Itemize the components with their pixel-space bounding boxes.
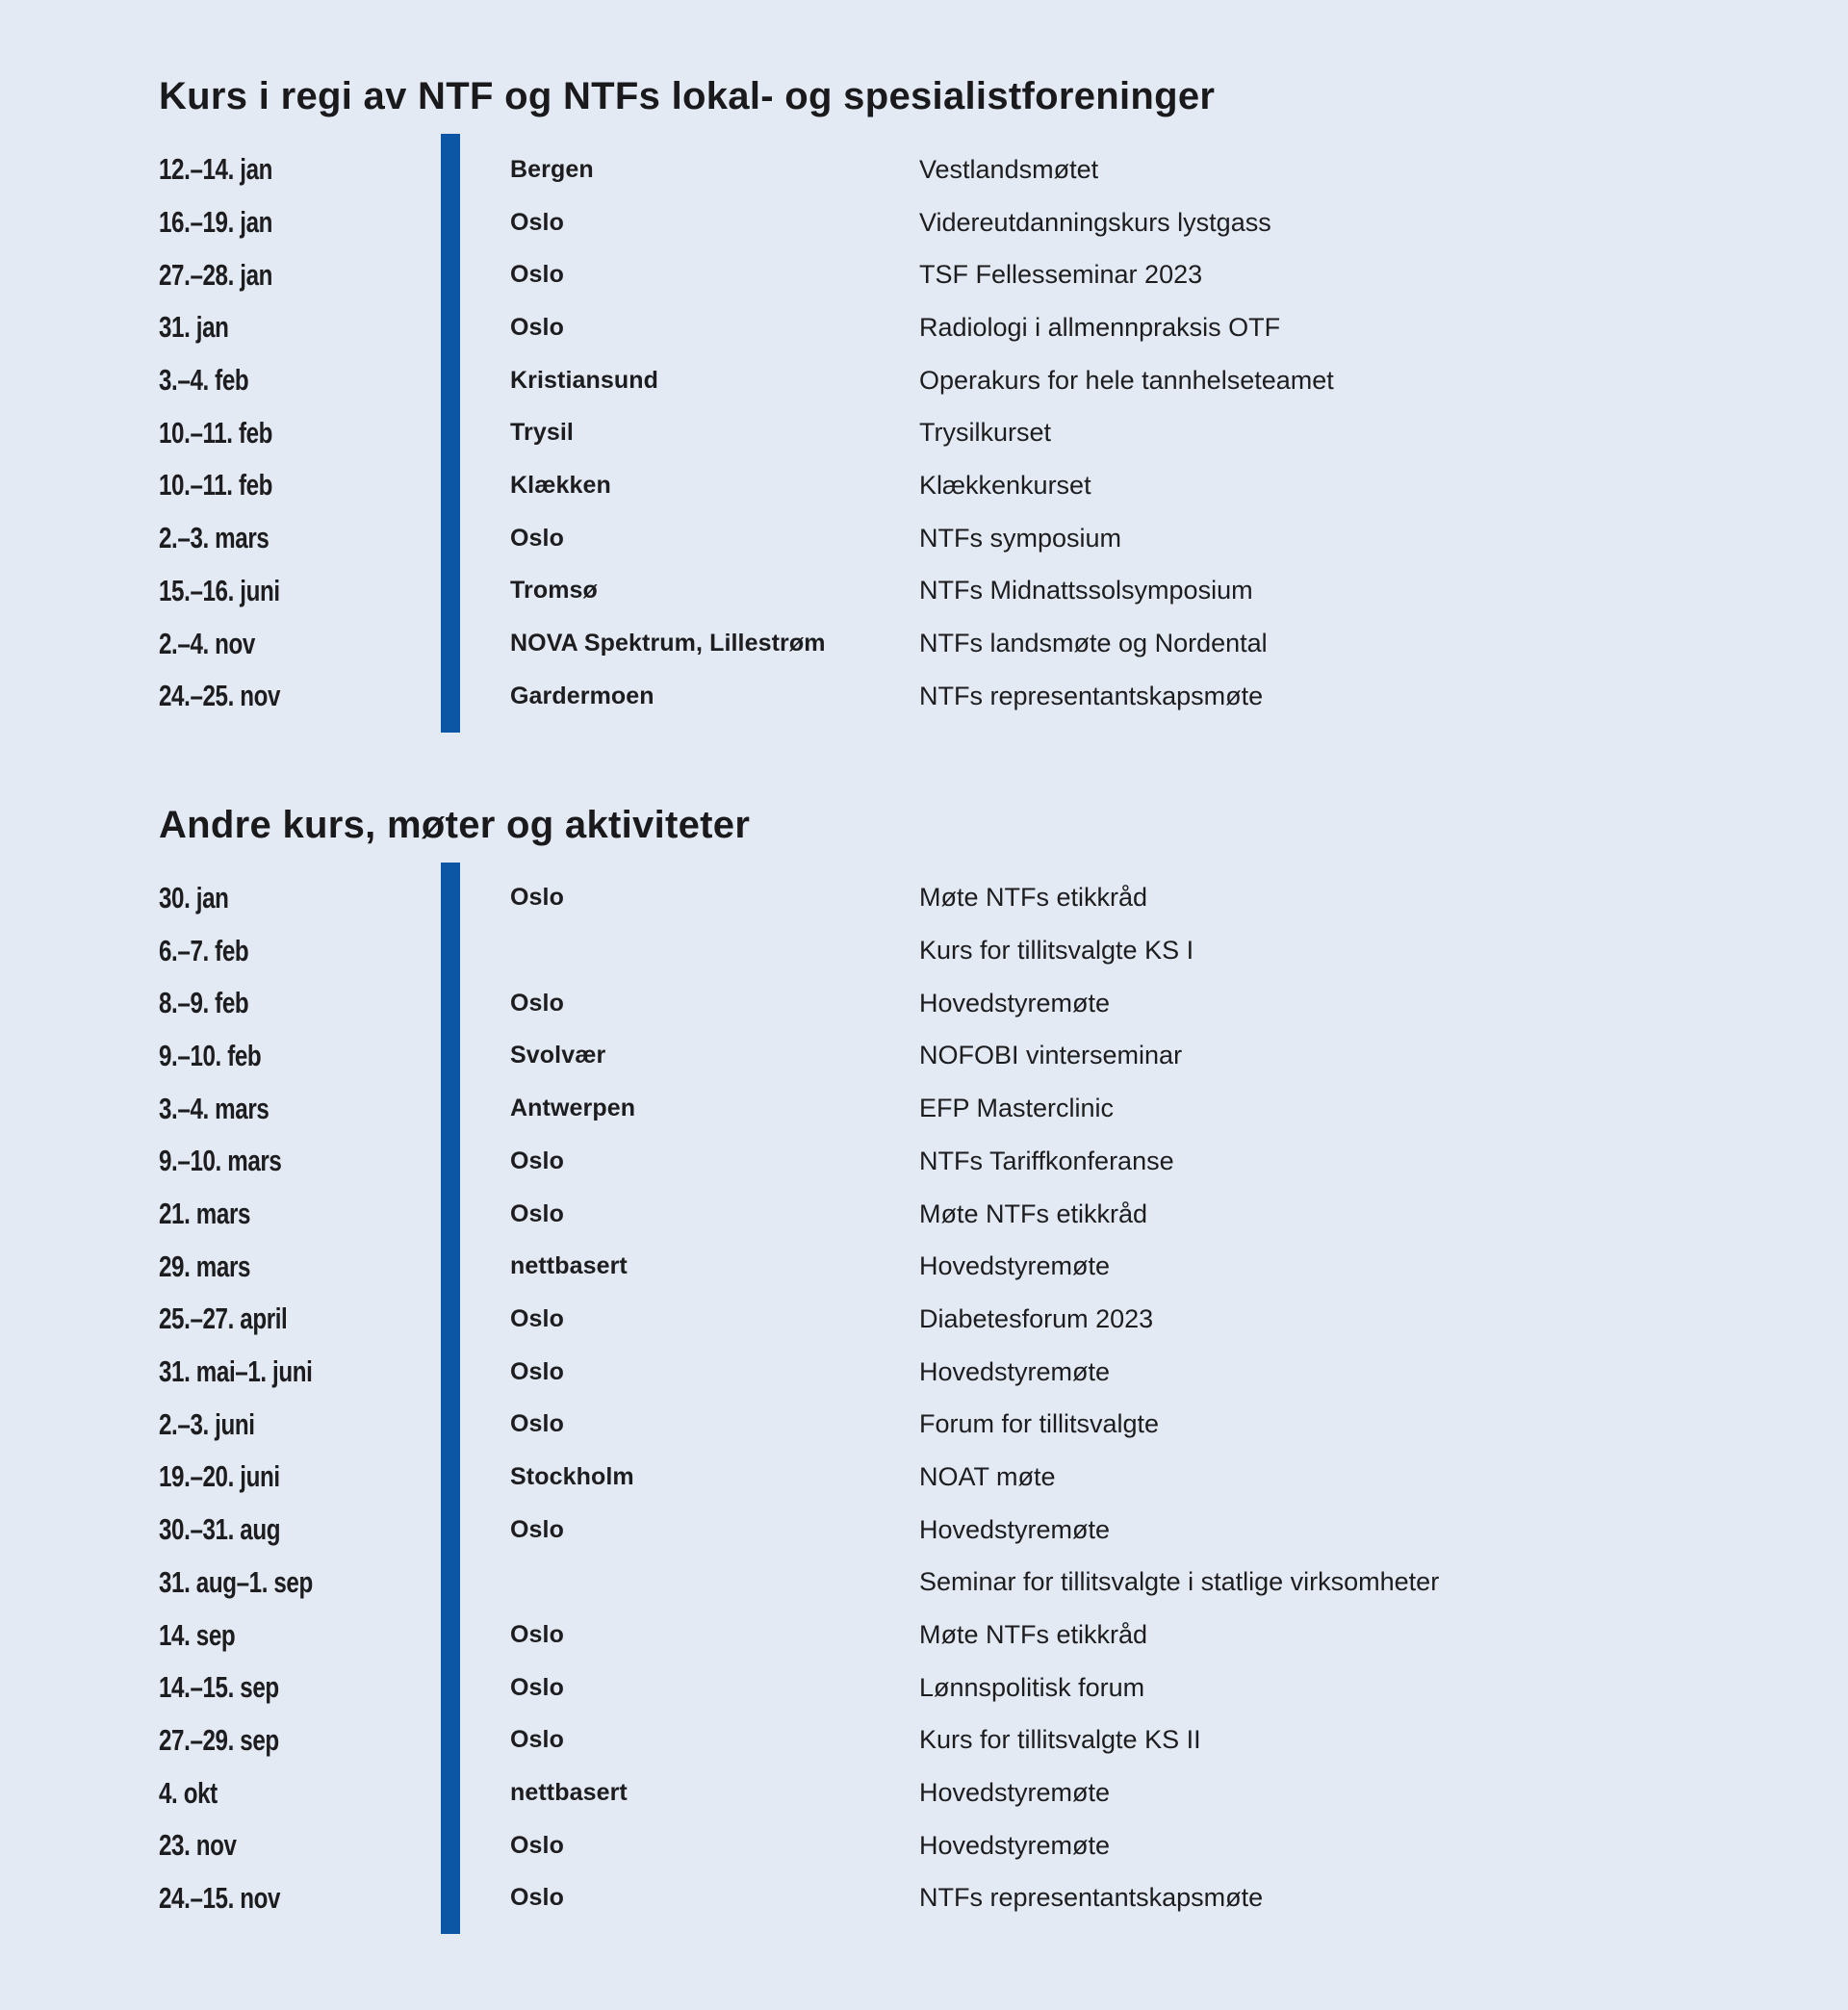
section-ntf-courses — [159, 75, 1790, 733]
table-row — [159, 1346, 1790, 1399]
table-row — [159, 1135, 1790, 1188]
location-text: Bergen — [510, 155, 594, 183]
location-cell — [510, 1252, 919, 1280]
table-row — [159, 406, 1790, 459]
event-text: EFP Masterclinic — [919, 1094, 1115, 1123]
event-cell — [919, 418, 1790, 448]
event-text: Radiologi i allmennpraksis OTF — [919, 312, 1281, 342]
location-text: nettbasert — [510, 1779, 628, 1807]
event-text: Klækkenkurset — [919, 470, 1091, 500]
location-cell — [510, 1305, 919, 1333]
location-text: NOVA Spektrum, Lillestrøm — [510, 630, 826, 657]
location-cell — [510, 630, 919, 657]
event-cell — [919, 682, 1790, 711]
location-cell — [510, 1884, 919, 1912]
location-cell — [510, 1410, 919, 1438]
table-row — [159, 565, 1790, 618]
location-text: Oslo — [510, 884, 564, 912]
table-row — [159, 1662, 1790, 1714]
location-text: Oslo — [510, 989, 564, 1017]
ntf-courses-rows — [159, 143, 1790, 723]
event-cell — [919, 1094, 1790, 1123]
date-text: 14. sep — [159, 1617, 236, 1652]
location-text: Oslo — [510, 261, 564, 289]
location-text: Oslo — [510, 524, 564, 552]
event-cell — [919, 366, 1790, 396]
table-row — [159, 354, 1790, 407]
event-text: Seminar for tillitsvalgte i statlige virksomheter — [919, 1567, 1440, 1597]
event-cell — [919, 1462, 1790, 1492]
date-text: 2.–4. nov — [159, 626, 255, 660]
location-text: Antwerpen — [510, 1095, 636, 1122]
event-text: Forum for tillitsvalgte — [919, 1409, 1160, 1439]
event-cell — [919, 1041, 1790, 1070]
event-text: Vestlandsmøtet — [919, 154, 1099, 184]
event-text: NTFs representantskapsmøte — [919, 1883, 1264, 1913]
location-cell — [510, 419, 919, 447]
event-text: Kurs for tillitsvalgte KS II — [919, 1725, 1201, 1755]
other-activities-rows — [159, 872, 1790, 1925]
event-cell — [919, 313, 1790, 343]
event-cell — [919, 471, 1790, 501]
location-cell — [510, 1779, 919, 1807]
table-row — [159, 1398, 1790, 1451]
location-cell — [510, 1832, 919, 1860]
date-text: 15.–16. juni — [159, 573, 280, 607]
location-text: Oslo — [510, 1357, 564, 1385]
date-text: 3.–4. feb — [159, 363, 249, 398]
location-text: Kristiansund — [510, 366, 658, 394]
event-text: Hovedstyremøte — [919, 1356, 1111, 1386]
location-text: Tromsø — [510, 577, 598, 605]
date-text: 6.–7. feb — [159, 933, 249, 967]
event-text: NTFs Midnattssolsymposium — [919, 576, 1253, 606]
date-text: 31. aug–1. sep — [159, 1564, 313, 1599]
event-cell — [919, 1567, 1790, 1597]
event-cell — [919, 629, 1790, 658]
event-cell — [919, 524, 1790, 554]
date-text: 31. mai–1. juni — [159, 1354, 313, 1389]
date-text: 16.–19. jan — [159, 205, 273, 240]
location-cell — [510, 1463, 919, 1491]
table-row — [159, 924, 1790, 977]
location-cell — [510, 1147, 919, 1175]
event-text: Lønnspolitisk forum — [919, 1672, 1145, 1702]
other-activities-table — [159, 863, 1790, 1935]
section-title-ntf-courses: Kurs i regi av NTF og NTFs lokal- og spesialistforeninger — [159, 75, 1216, 117]
event-text: Trysilkurset — [919, 418, 1052, 448]
table-row — [159, 1030, 1790, 1083]
location-text: Oslo — [510, 1621, 564, 1649]
event-cell — [919, 1251, 1790, 1281]
section-title-other-activities: Andre kurs, møter og aktiviteter — [159, 803, 751, 846]
event-cell — [919, 155, 1790, 185]
location-text: Oslo — [510, 313, 564, 341]
event-cell — [919, 1147, 1790, 1176]
date-text: 25.–27. april — [159, 1301, 288, 1336]
date-text: 4. okt — [159, 1775, 218, 1810]
location-cell — [510, 1726, 919, 1754]
location-cell — [510, 1516, 919, 1544]
location-text: Oslo — [510, 1199, 564, 1227]
event-cell — [919, 1409, 1790, 1439]
table-row — [159, 1293, 1790, 1346]
table-row — [159, 670, 1790, 723]
event-cell — [919, 1515, 1790, 1545]
location-text: nettbasert — [510, 1252, 628, 1280]
table-row — [159, 301, 1790, 354]
table-row — [159, 1819, 1790, 1872]
event-cell — [919, 989, 1790, 1018]
location-cell — [510, 1042, 919, 1069]
table-row — [159, 1240, 1790, 1293]
table-row — [159, 1714, 1790, 1767]
event-text: Hovedstyremøte — [919, 1251, 1111, 1281]
location-cell — [510, 209, 919, 237]
location-text: Oslo — [510, 208, 564, 236]
event-text: Videreutdanningskurs lystgass — [919, 207, 1271, 237]
location-cell — [510, 525, 919, 553]
accent-bar — [441, 863, 460, 1935]
date-text: 8.–9. feb — [159, 986, 249, 1020]
location-cell — [510, 367, 919, 395]
event-cell — [919, 936, 1790, 966]
event-text: Møte NTFs etikkråd — [919, 1198, 1148, 1228]
location-text: Trysil — [510, 419, 574, 447]
location-text: Gardermoen — [510, 682, 654, 709]
location-text: Oslo — [510, 1884, 564, 1912]
location-cell — [510, 1621, 919, 1649]
event-cell — [919, 1831, 1790, 1861]
date-text: 27.–28. jan — [159, 257, 273, 292]
table-row — [159, 617, 1790, 670]
table-row — [159, 1504, 1790, 1557]
event-text: Møte NTFs etikkråd — [919, 1620, 1148, 1650]
date-text: 3.–4. mars — [159, 1091, 270, 1125]
date-text: 29. mars — [159, 1249, 251, 1283]
accent-bar — [441, 134, 460, 733]
table-row — [159, 1766, 1790, 1819]
location-text: Oslo — [510, 1515, 564, 1543]
event-text: Hovedstyremøte — [919, 1830, 1111, 1860]
event-cell — [919, 576, 1790, 606]
date-text: 14.–15. sep — [159, 1670, 279, 1705]
event-text: Hovedstyremøte — [919, 988, 1111, 1018]
event-text: Diabetesforum 2023 — [919, 1303, 1154, 1333]
date-text: 19.–20. juni — [159, 1459, 280, 1494]
date-text: 30. jan — [159, 880, 229, 915]
date-text: 2.–3. juni — [159, 1406, 255, 1441]
event-text: Hovedstyremøte — [919, 1778, 1111, 1808]
table-row — [159, 1188, 1790, 1241]
location-cell — [510, 261, 919, 289]
event-text: NTFs Tariffkonferanse — [919, 1146, 1174, 1175]
date-text: 2.–3. mars — [159, 521, 270, 555]
table-row — [159, 872, 1790, 925]
event-text: NOAT møte — [919, 1461, 1056, 1491]
date-text: 24.–25. nov — [159, 679, 281, 713]
location-text: Oslo — [510, 1304, 564, 1332]
location-text: Oslo — [510, 1673, 564, 1701]
location-cell — [510, 1358, 919, 1386]
event-text: NOFOBI vinterseminar — [919, 1041, 1183, 1070]
event-cell — [919, 883, 1790, 913]
location-cell — [510, 472, 919, 500]
location-text: Klækken — [510, 471, 611, 499]
event-cell — [919, 208, 1790, 238]
table-row — [159, 512, 1790, 565]
event-text: NTFs symposium — [919, 523, 1122, 553]
ntf-courses-table — [159, 134, 1790, 733]
section-other-activities — [159, 804, 1790, 1935]
event-cell — [919, 1725, 1790, 1755]
location-text: Oslo — [510, 1831, 564, 1859]
date-text: 24.–15. nov — [159, 1880, 281, 1915]
date-text: 21. mars — [159, 1197, 251, 1231]
table-row — [159, 196, 1790, 249]
location-cell — [510, 884, 919, 912]
event-cell — [919, 1199, 1790, 1229]
location-text: Svolvær — [510, 1042, 606, 1069]
location-cell — [510, 1095, 919, 1122]
location-text: Oslo — [510, 1726, 564, 1754]
date-text: 31. jan — [159, 310, 229, 345]
event-text: Operakurs for hele tannhelseteamet — [919, 365, 1334, 395]
event-text: Hovedstyremøte — [919, 1514, 1111, 1544]
date-text: 27.–29. sep — [159, 1722, 279, 1757]
date-text: 9.–10. mars — [159, 1144, 282, 1178]
table-row — [159, 1557, 1790, 1610]
location-cell — [510, 1674, 919, 1702]
event-cell — [919, 1883, 1790, 1913]
event-cell — [919, 1673, 1790, 1703]
location-cell — [510, 1200, 919, 1228]
location-text: Oslo — [510, 1410, 564, 1438]
event-cell — [919, 260, 1790, 290]
event-cell — [919, 1778, 1790, 1808]
table-row — [159, 1609, 1790, 1662]
event-text: NTFs landsmøte og Nordental — [919, 629, 1268, 658]
table-row — [159, 248, 1790, 301]
date-text: 12.–14. jan — [159, 152, 273, 187]
event-text: Kurs for tillitsvalgte KS I — [919, 936, 1194, 966]
location-cell — [510, 314, 919, 342]
event-text: Møte NTFs etikkråd — [919, 883, 1148, 913]
table-row — [159, 1451, 1790, 1504]
event-cell — [919, 1357, 1790, 1387]
date-text: 10.–11. feb — [159, 468, 273, 502]
table-row — [159, 143, 1790, 196]
location-cell — [510, 683, 919, 710]
table-row — [159, 1872, 1790, 1925]
table-row — [159, 459, 1790, 512]
table-row — [159, 977, 1790, 1030]
location-cell — [510, 156, 919, 184]
event-text: NTFs representantskapsmøte — [919, 681, 1264, 710]
table-row — [159, 1082, 1790, 1135]
location-cell — [510, 990, 919, 1018]
date-text: 23. nov — [159, 1828, 237, 1863]
location-cell — [510, 577, 919, 605]
location-text: Oslo — [510, 1147, 564, 1174]
event-text: TSF Fellesseminar 2023 — [919, 260, 1203, 290]
date-text: 30.–31. aug — [159, 1512, 281, 1547]
date-text: 10.–11. feb — [159, 415, 273, 450]
event-cell — [919, 1304, 1790, 1334]
location-text: Stockholm — [510, 1462, 634, 1490]
event-cell — [919, 1620, 1790, 1650]
date-text: 9.–10. feb — [159, 1038, 262, 1072]
